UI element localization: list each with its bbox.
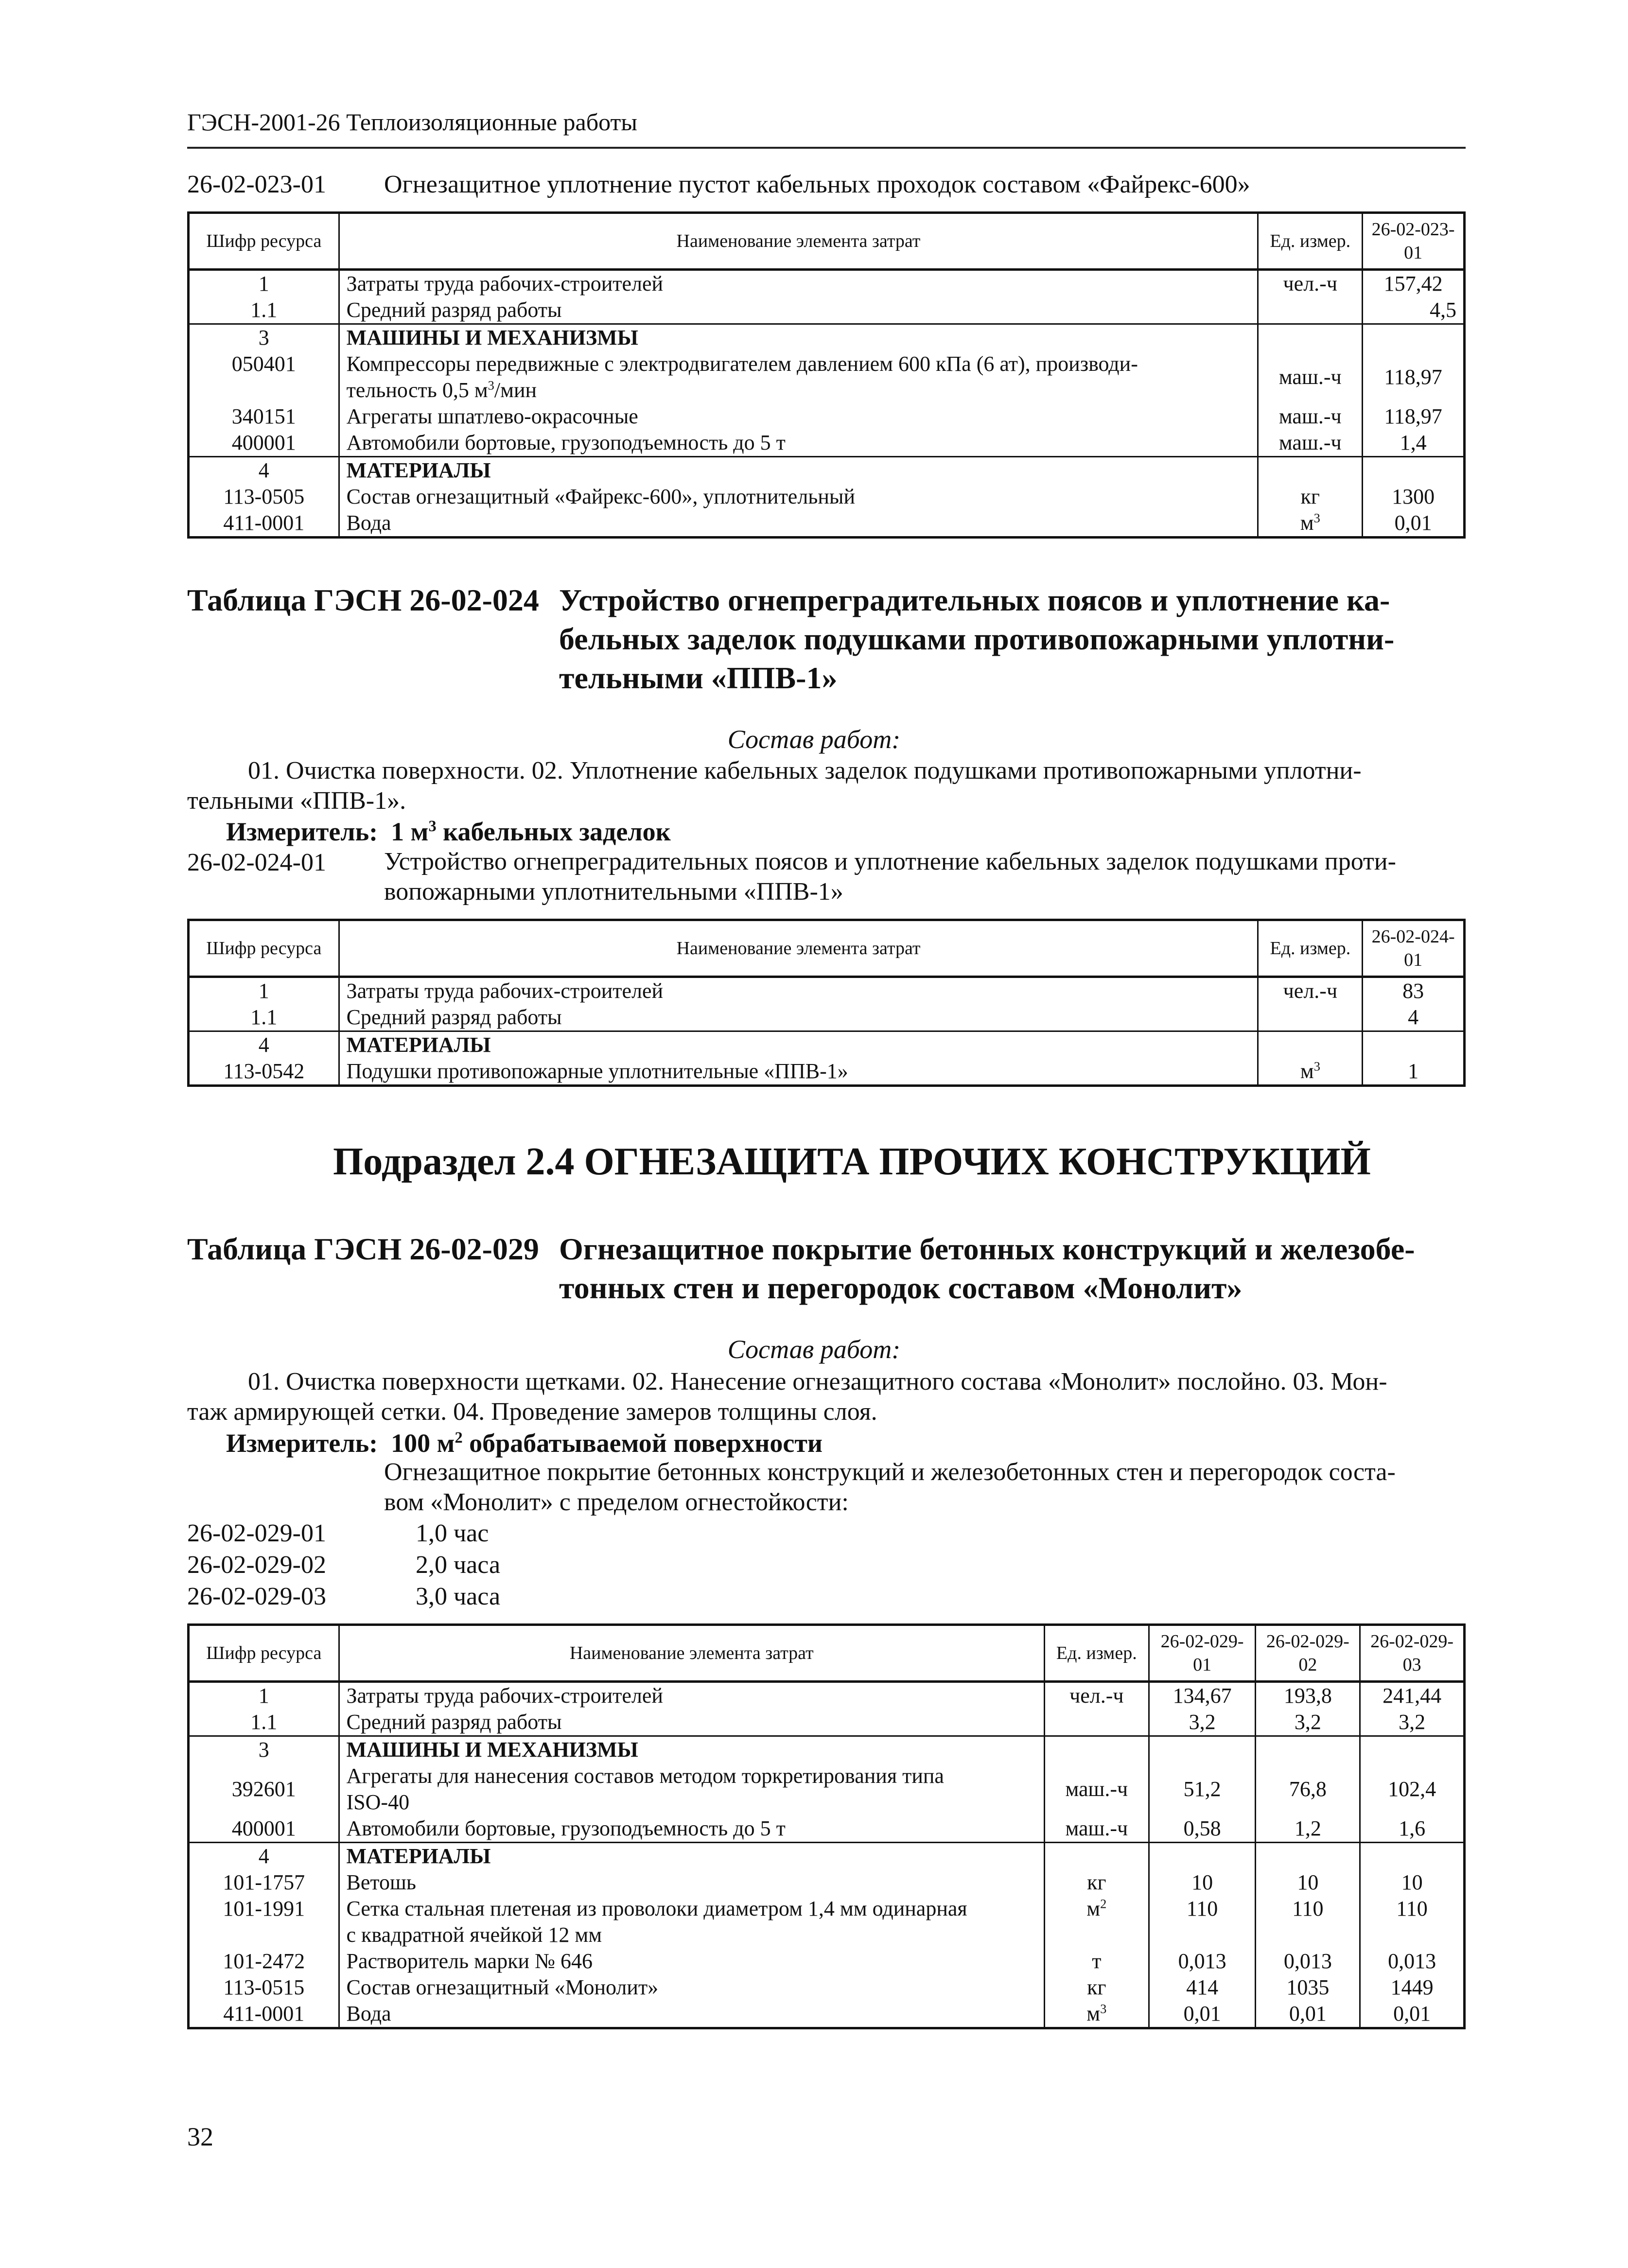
variant-value: 3,0 часа bbox=[416, 1583, 501, 1610]
table-row: 1 Затраты труда рабочих-строителей чел.-ч 83 bbox=[189, 977, 1465, 1005]
table-row: 1.1 Средний разряд работы 3,2 3,2 3,2 bbox=[189, 1709, 1465, 1736]
norm-description: вопожарными уплотнительными «ППВ-1» bbox=[384, 878, 843, 906]
table-row: 113-0505 Состав огнезащитный «Файрекс-600», уплотнительный кг 1300 bbox=[189, 484, 1465, 510]
col-header-name: Наименование элемента затрат bbox=[339, 920, 1258, 977]
work-composition-text: тельными «ППВ-1». bbox=[187, 787, 406, 815]
table-title-line1: Огнезащитное покрытие бетонных конструкций и железобе- bbox=[559, 1232, 1415, 1266]
running-header: ГЭСН-2001-26 Теплоизоляционные работы bbox=[187, 108, 637, 136]
norm-description: Огнезащитное покрытие бетонных конструкций и железобетонных стен и перегородок соста- bbox=[384, 1458, 1396, 1486]
work-composition-text: 01. Очистка поверхности. 02. Уплотнение кабельных заделок подушками противопожарными уплотни- bbox=[248, 757, 1362, 785]
table-header-row bbox=[189, 1625, 1465, 1682]
table-row: 400001 Автомобили бортовые, грузоподъемность до 5 т маш.-ч 1,4 bbox=[189, 430, 1465, 457]
table-title-prefix: Таблица ГЭСН 26-02-029 bbox=[187, 1232, 539, 1266]
table-header-row bbox=[189, 213, 1465, 270]
table-row: 113-0515 Состав огнезащитный «Монолит» кг 414 1035 1449 bbox=[189, 1974, 1465, 2001]
page-number: 32 bbox=[187, 2122, 213, 2151]
table-row: 101-1991 Сетка стальная плетеная из проволоки диаметром 1,4 мм одинарная с квадратной ячейкой 12 мм $м^2$ 110 110 110 bbox=[189, 1896, 1465, 1948]
table-row: 1.1 Средний разряд работы 4 bbox=[189, 1004, 1465, 1031]
table-row: 1 Затраты труда рабочих-строителей чел.-ч 157,42 bbox=[189, 270, 1465, 297]
table-title-line1: Устройство огнепреградительных поясов и уплотнение ка- bbox=[559, 583, 1390, 617]
work-composition-label: Состав работ: bbox=[727, 725, 901, 754]
norm-description: Устройство огнепреградительных поясов и уплотнение кабельных заделок подушками проти- bbox=[384, 848, 1396, 875]
variant-value: 2,0 часа bbox=[416, 1551, 501, 1579]
col-header-name: Наименование элемента затрат bbox=[339, 213, 1258, 270]
col-header-code: Шифр ресурса bbox=[189, 920, 339, 977]
col-header-value: 26-02-023-01 bbox=[1363, 213, 1465, 270]
table-row: 4 МАТЕРИАЛЫ bbox=[189, 457, 1465, 484]
col-header-value: 26-02-029-03 bbox=[1360, 1625, 1465, 1682]
variant-value: 1,0 час bbox=[416, 1519, 489, 1547]
table-title-line2: бельных заделок подушками противопожарными уплотни- bbox=[559, 622, 1395, 656]
col-header-unit: Ед. измер. bbox=[1258, 213, 1363, 270]
variant-code: 26-02-029-01 bbox=[187, 1519, 326, 1547]
table-row: 101-2472 Растворитель марки № 646 т 0,013 0,013 0,013 bbox=[189, 1948, 1465, 1974]
resource-table-024 bbox=[187, 919, 1466, 1087]
table-row: 392601 Агрегаты для нанесения составов методом торкретирования типа ISO-40 маш.-ч 51,2 76,8 102,4 bbox=[189, 1763, 1465, 1815]
work-composition-text: 01. Очистка поверхности щетками. 02. Нанесение огнезащитного состава «Монолит» послойно. 03. Мон- bbox=[248, 1368, 1387, 1396]
table-row: 1 Затраты труда рабочих-строителей чел.-ч 134,67 193,8 241,44 bbox=[189, 1682, 1465, 1710]
table-row: 050401 Компрессоры передвижные с электродвигателем давлением 600 кПа (6 ат), производи- тельность 0,5 $м^3$/мин маш.-ч 118,97 bbox=[189, 351, 1465, 403]
table-row: 4 МАТЕРИАЛЫ bbox=[189, 1031, 1465, 1059]
table-row: 3 МАШИНЫ И МЕХАНИЗМЫ bbox=[189, 324, 1465, 351]
resource-table-023 bbox=[187, 211, 1466, 539]
meter: Измеритель: 1 $м^3$ кабельных заделок bbox=[226, 817, 671, 846]
meter: Измеритель: 100 $м^2$ обрабатываемой поверхности bbox=[226, 1429, 823, 1458]
table-row: 340151 Агрегаты шпатлево-окрасочные маш.-ч 118,97 bbox=[189, 403, 1465, 430]
table-row: 411-0001 Вода $м^3$ 0,01 bbox=[189, 510, 1465, 538]
norm-code: 26-02-024-01 bbox=[187, 849, 326, 876]
header-rule bbox=[187, 147, 1466, 149]
col-header-value: 26-02-029-01 bbox=[1149, 1625, 1256, 1682]
col-header-unit: Ед. измер. bbox=[1044, 1625, 1149, 1682]
resource-table-029 bbox=[187, 1623, 1466, 2029]
norm-title: Огнезащитное уплотнение пустот кабельных проходок составом «Файрекс-600» bbox=[384, 171, 1250, 198]
norm-description: вом «Монолит» с пределом огнестойкости: bbox=[384, 1488, 849, 1516]
table-title-prefix: Таблица ГЭСН 26-02-024 bbox=[187, 583, 539, 617]
variant-code: 26-02-029-03 bbox=[187, 1583, 326, 1610]
table-row: 4 МАТЕРИАЛЫ bbox=[189, 1843, 1465, 1870]
col-header-name: Наименование элемента затрат bbox=[339, 1625, 1044, 1682]
table-row: 1.1 Средний разряд работы 4,5 bbox=[189, 297, 1465, 324]
norm-code: 26-02-023-01 bbox=[187, 171, 326, 198]
col-header-value: 26-02-029-02 bbox=[1256, 1625, 1360, 1682]
work-composition-label: Состав работ: bbox=[727, 1335, 901, 1364]
col-header-code: Шифр ресурса bbox=[189, 1625, 339, 1682]
work-composition-text: таж армирующей сетки. 04. Проведение замеров толщины слоя. bbox=[187, 1398, 877, 1426]
table-header-row bbox=[189, 920, 1465, 977]
table-title-line2: тонных стен и перегородок составом «Монолит» bbox=[559, 1271, 1243, 1305]
table-row: 400001 Автомобили бортовые, грузоподъемность до 5 т маш.-ч 0,58 1,2 1,6 bbox=[189, 1815, 1465, 1843]
col-header-unit: Ед. измер. bbox=[1258, 920, 1363, 977]
table-row: 411-0001 Вода $м^3$ 0,01 0,01 0,01 bbox=[189, 2001, 1465, 2028]
col-header-value: 26-02-024-01 bbox=[1363, 920, 1465, 977]
subsection-title: Подраздел 2.4 ОГНЕЗАЩИТА ПРОЧИХ КОНСТРУКЦИЙ bbox=[333, 1140, 1371, 1183]
table-row: 113-0542 Подушки противопожарные уплотнительные «ППВ-1» $м^3$ 1 bbox=[189, 1058, 1465, 1086]
variant-code: 26-02-029-02 bbox=[187, 1551, 326, 1579]
col-header-code: Шифр ресурса bbox=[189, 213, 339, 270]
table-title-line3: тельными «ППВ-1» bbox=[559, 661, 838, 695]
table-row: 3 МАШИНЫ И МЕХАНИЗМЫ bbox=[189, 1736, 1465, 1763]
table-row: 101-1757 Ветошь кг 10 10 10 bbox=[189, 1869, 1465, 1896]
